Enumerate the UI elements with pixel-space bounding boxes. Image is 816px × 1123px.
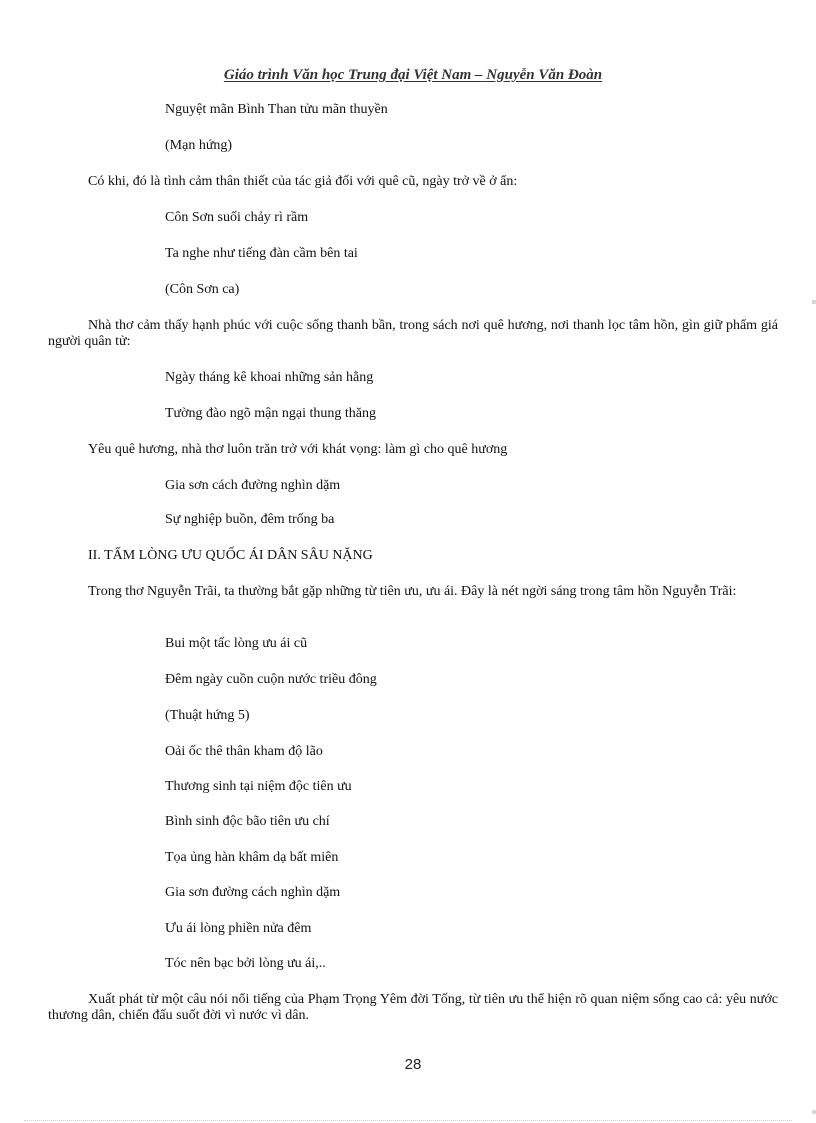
verse-line: Thương sinh tại niệm độc tiên ưu xyxy=(165,779,352,794)
paragraph: Xuất phát từ một câu nói nổi tiếng của Phạm Trọng Yêm đời Tống, từ tiên ưu thể hiện rõ quan niệm sống cao cả: yêu nước thương dân, chiến đấu suốt đời vì nước vì dân. xyxy=(48,992,778,1023)
verse-line: Tường đào ngõ mận ngại thung thăng xyxy=(165,406,376,421)
verse-source: (Mạn hứng) xyxy=(165,138,233,153)
paragraph: Có khi, đó là tình cảm thân thiết của tác giả đối với quê cũ, ngày trở về ở ẩn: xyxy=(88,174,518,189)
verse-line: Tọa ủng hàn khâm dạ bất miên xyxy=(165,850,339,865)
verse-line: Ngày tháng kê khoai những sản hằng xyxy=(165,370,374,385)
verse-source: (Côn Sơn ca) xyxy=(165,282,240,297)
page-bottom-rule xyxy=(24,1120,792,1121)
section-heading: II. TẤM LÒNG ƯU QUỐC ÁI DÂN SÂU NẶNG xyxy=(88,548,373,563)
verse-line: Gia sơn đường cách nghìn dặm xyxy=(165,885,341,900)
verse-line: Bui một tấc lòng ưu ái cũ xyxy=(165,636,308,651)
verse-line: Đêm ngày cuồn cuộn nước triều đông xyxy=(165,672,377,687)
verse-line: Bình sinh độc bão tiên ưu chí xyxy=(165,814,330,829)
page-number: 28 xyxy=(404,1056,422,1073)
verse-line: Ta nghe như tiếng đàn cầm bên tai xyxy=(165,246,358,261)
paragraph: Trong thơ Nguyễn Trãi, ta thường bắt gặp những từ tiên ưu, ưu ái. Đây là nét ngời sáng trong tâm hồn Nguyễn Trãi: xyxy=(88,584,737,599)
verse-line: Côn Sơn suối chảy rì rầm xyxy=(165,210,309,225)
verse-line: Oải ốc thê thân kham độ lão xyxy=(165,744,323,759)
header-title: Giáo trình Văn học Trung đại Việt Nam – xyxy=(223,67,487,83)
verse-line: Ưu ái lòng phiền nửa đêm xyxy=(165,921,312,936)
page-edge-mark xyxy=(812,1110,816,1114)
header-author: Nguyễn Văn Đoàn xyxy=(486,67,603,83)
running-header xyxy=(0,67,816,84)
verse-line: Nguyệt mãn Bình Than tửu mãn thuyền xyxy=(165,102,388,117)
verse-line: Gia sơn cách đường nghìn dặm xyxy=(165,478,341,493)
verse-line: Sự nghiệp buồn, đêm trống ba xyxy=(165,512,335,527)
verse-source: (Thuật hứng 5) xyxy=(165,708,250,723)
paragraph: Yêu quê hương, nhà thơ luôn trăn trở với khát vọng: làm gì cho quê hương xyxy=(88,442,508,457)
paragraph: Nhà thơ cảm thấy hạnh phúc với cuộc sống thanh bần, trong sách nơi quê hương, nơi thanh lọc tâm hồn, gìn giữ phẩm giá người quân tử: xyxy=(48,318,778,349)
verse-line: Tóc nên bạc bởi lòng ưu ái,.. xyxy=(165,956,326,971)
page-edge-mark xyxy=(812,300,816,304)
